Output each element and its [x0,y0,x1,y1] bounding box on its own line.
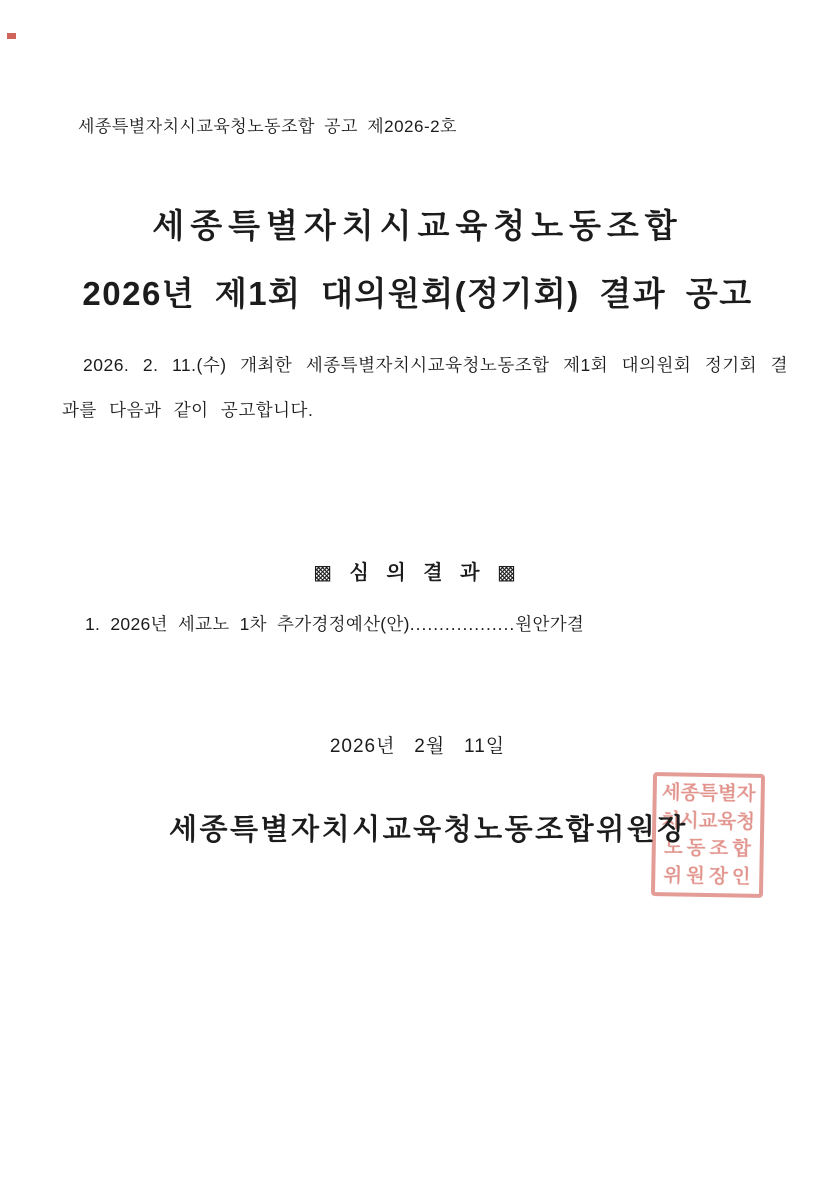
seal-text-row: 위원장인 [663,864,756,888]
title-subject: 2026년 제1회 대의원회(정기회) 결과 공고 [82,275,753,312]
title-organization: 세종특별자치시교육청노동조합 [152,207,683,244]
announcement-body: 2026. 2. 11.(수) 개최한 세종특별자치시교육청노동조합 제1회 대의원회 정기회 결과를 다음과 같이 공고합니다. [62,355,788,420]
seal-text-row: 세종특별자 [661,782,756,806]
agenda-item-result: 원안가결 [515,614,585,634]
announcement-date: 2026년 2월 11일 [329,736,506,757]
agenda-item-1 [85,611,584,636]
agenda-item-number: 1. [85,614,101,634]
seal-text-row: 노동조합 [663,837,756,861]
signature-row [0,782,835,902]
title-block [0,200,835,315]
scan-artifact-red-mark [7,33,16,39]
signature-chairman-title: 세종특별자치시교육청노동조합위원장 [169,814,688,846]
document-number: 세종특별자치시교육청노동조합 공고 제2026-2호 [78,117,457,136]
agenda-item-dot-leader: .................. [409,614,516,634]
section-heading-deliberation-results: ▩ 심 의 결 과 ▩ [313,562,522,584]
seal-text-row: 치시교육청 [661,809,756,833]
agenda-item-title: 2026년 세교노 1차 추가경정예산(안) [110,614,410,634]
